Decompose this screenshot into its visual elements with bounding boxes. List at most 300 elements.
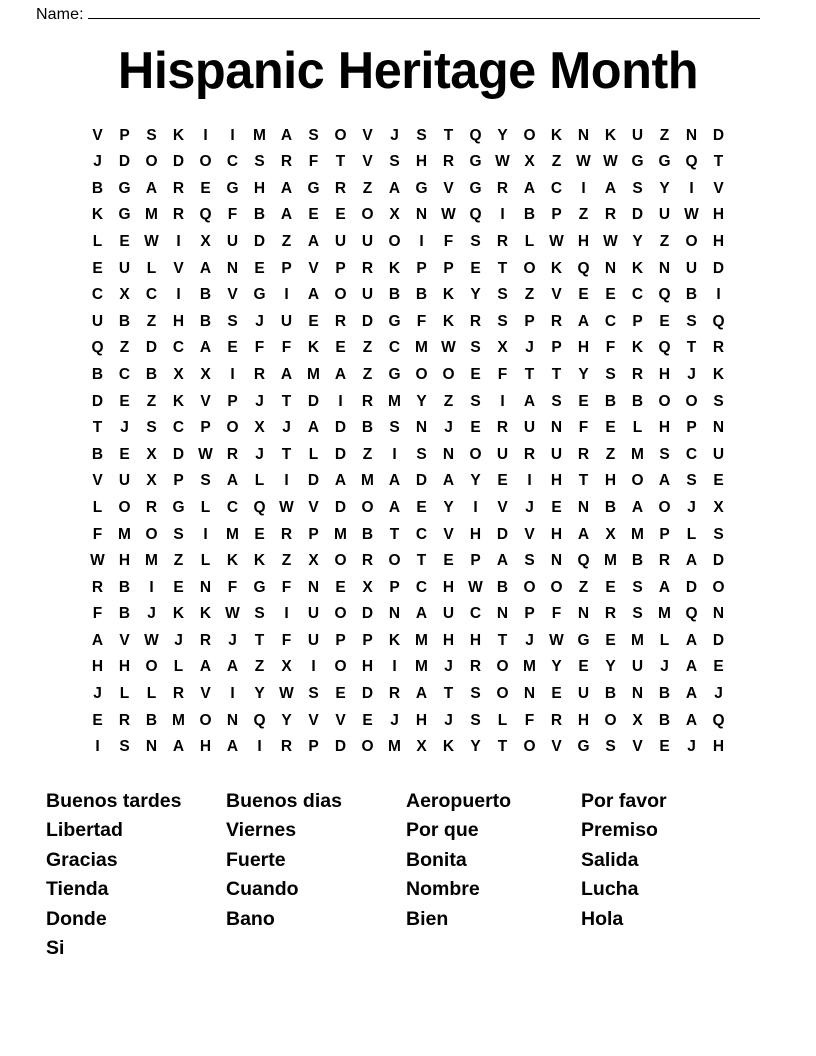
grid-cell[interactable]: Y [605, 658, 616, 676]
grid-cell[interactable]: S [713, 525, 724, 543]
grid-cell[interactable]: O [550, 578, 563, 596]
grid-cell[interactable]: B [361, 419, 374, 437]
grid-cell[interactable]: B [388, 286, 401, 304]
grid-cell[interactable]: P [416, 259, 427, 277]
grid-cell[interactable]: K [631, 259, 644, 277]
grid-cell[interactable]: E [335, 339, 346, 357]
grid-cell[interactable]: K [442, 286, 455, 304]
grid-cell[interactable]: P [335, 259, 346, 277]
grid-cell[interactable]: L [524, 232, 535, 250]
grid-cell[interactable]: Z [362, 365, 373, 383]
grid-cell[interactable]: A [199, 658, 212, 676]
grid-cell[interactable]: N [577, 498, 590, 516]
grid-cell[interactable]: Z [524, 286, 535, 304]
grid-cell[interactable]: A [334, 472, 347, 490]
grid-cell[interactable]: G [577, 631, 590, 649]
grid-cell[interactable]: T [578, 472, 589, 490]
grid-cell[interactable]: V [713, 179, 724, 197]
grid-cell[interactable]: W [279, 498, 294, 516]
grid-cell[interactable]: G [577, 738, 590, 756]
grid-cell[interactable]: T [443, 685, 454, 703]
grid-cell[interactable]: H [118, 658, 131, 676]
grid-cell[interactable]: P [281, 259, 292, 277]
grid-cell[interactable]: M [388, 738, 401, 756]
grid-cell[interactable]: U [523, 419, 536, 437]
grid-cell[interactable]: M [145, 206, 158, 224]
grid-cell[interactable]: D [334, 445, 347, 463]
grid-cell[interactable]: E [362, 711, 373, 729]
grid-cell[interactable]: Q [253, 498, 266, 516]
grid-cell[interactable]: K [442, 738, 455, 756]
word-list-item[interactable]: Bano [226, 907, 275, 930]
grid-cell[interactable]: T [416, 552, 427, 570]
grid-cell[interactable]: M [415, 339, 428, 357]
grid-cell[interactable]: I [716, 286, 721, 304]
grid-cell[interactable]: B [415, 286, 428, 304]
grid-cell[interactable]: N [577, 126, 590, 144]
grid-cell[interactable]: N [145, 738, 158, 756]
grid-cell[interactable]: W [549, 232, 564, 250]
grid-cell[interactable]: A [631, 498, 644, 516]
grid-cell[interactable]: S [470, 392, 481, 410]
grid-cell[interactable]: I [203, 126, 208, 144]
grid-cell[interactable]: L [200, 552, 211, 570]
grid-cell[interactable]: T [551, 365, 562, 383]
grid-cell[interactable]: Q [685, 153, 698, 171]
grid-cell[interactable]: A [307, 419, 320, 437]
grid-cell[interactable]: O [523, 259, 536, 277]
word-list-item[interactable]: Gracias [46, 848, 118, 871]
word-list-item[interactable]: Si [46, 937, 65, 960]
grid-cell[interactable]: J [444, 711, 453, 729]
grid-cell[interactable]: J [525, 498, 534, 516]
word-list-item[interactable]: Premiso [581, 819, 658, 842]
grid-cell[interactable]: A [658, 472, 671, 490]
grid-cell[interactable]: Y [659, 179, 670, 197]
grid-cell[interactable]: E [335, 206, 346, 224]
grid-cell[interactable]: R [496, 232, 509, 250]
grid-cell[interactable]: E [443, 552, 454, 570]
grid-cell[interactable]: X [524, 153, 535, 171]
grid-cell[interactable]: E [470, 259, 481, 277]
grid-cell[interactable]: C [172, 419, 185, 437]
grid-cell[interactable]: S [632, 605, 643, 623]
grid-cell[interactable]: N [631, 685, 644, 703]
grid-cell[interactable]: R [361, 392, 374, 410]
grid-cell[interactable]: W [90, 552, 105, 570]
grid-cell[interactable]: O [334, 605, 347, 623]
grid-cell[interactable]: H [577, 232, 590, 250]
grid-cell[interactable]: R [631, 365, 644, 383]
grid-cell[interactable]: Q [469, 206, 482, 224]
grid-cell[interactable]: K [550, 126, 563, 144]
grid-cell[interactable]: H [253, 179, 266, 197]
grid-cell[interactable]: Q [577, 552, 590, 570]
word-list-item[interactable]: Nombre [406, 878, 480, 901]
grid-cell[interactable]: G [226, 179, 239, 197]
grid-cell[interactable]: Y [578, 365, 589, 383]
grid-cell[interactable]: H [658, 419, 671, 437]
grid-cell[interactable]: S [551, 392, 562, 410]
grid-cell[interactable]: T [335, 153, 346, 171]
grid-cell[interactable]: H [469, 631, 482, 649]
grid-cell[interactable]: V [443, 525, 454, 543]
grid-cell[interactable]: D [253, 232, 266, 250]
grid-cell[interactable]: D [307, 472, 320, 490]
grid-cell[interactable]: P [308, 738, 319, 756]
grid-cell[interactable]: E [578, 658, 589, 676]
grid-cell[interactable]: E [659, 312, 670, 330]
grid-cell[interactable]: L [200, 498, 211, 516]
grid-cell[interactable]: K [172, 126, 185, 144]
grid-cell[interactable]: O [145, 525, 158, 543]
grid-cell[interactable]: P [524, 605, 535, 623]
grid-cell[interactable]: T [443, 126, 454, 144]
grid-cell[interactable]: J [714, 685, 723, 703]
grid-cell[interactable]: P [524, 312, 535, 330]
grid-cell[interactable]: F [578, 419, 589, 437]
grid-cell[interactable]: A [199, 259, 212, 277]
grid-cell[interactable]: M [415, 658, 428, 676]
grid-cell[interactable]: O [361, 498, 374, 516]
grid-cell[interactable]: X [713, 498, 724, 516]
grid-cell[interactable]: P [632, 312, 643, 330]
grid-cell[interactable]: J [525, 631, 534, 649]
grid-cell[interactable]: M [415, 631, 428, 649]
grid-cell[interactable]: L [92, 232, 103, 250]
grid-cell[interactable]: Z [578, 206, 589, 224]
grid-cell[interactable]: D [361, 605, 374, 623]
grid-cell[interactable]: B [253, 206, 266, 224]
grid-cell[interactable]: H [712, 206, 725, 224]
grid-cell[interactable]: K [172, 392, 185, 410]
grid-cell[interactable]: E [308, 312, 319, 330]
grid-cell[interactable]: R [334, 312, 347, 330]
grid-cell[interactable]: H [712, 738, 725, 756]
grid-cell[interactable]: S [416, 126, 427, 144]
grid-cell[interactable]: P [389, 578, 400, 596]
grid-cell[interactable]: A [307, 286, 320, 304]
grid-cell[interactable]: Y [443, 498, 454, 516]
grid-cell[interactable]: V [362, 153, 373, 171]
grid-cell[interactable]: A [145, 179, 158, 197]
grid-cell[interactable]: E [92, 259, 103, 277]
grid-cell[interactable]: L [92, 498, 103, 516]
grid-cell[interactable]: A [523, 179, 536, 197]
grid-cell[interactable]: X [200, 365, 211, 383]
grid-cell[interactable]: D [712, 631, 725, 649]
grid-cell[interactable]: N [712, 419, 725, 437]
grid-cell[interactable]: A [415, 605, 428, 623]
grid-cell[interactable]: K [91, 206, 104, 224]
grid-cell[interactable]: T [281, 392, 292, 410]
grid-cell[interactable]: M [631, 445, 644, 463]
grid-cell[interactable]: V [551, 738, 562, 756]
grid-cell[interactable]: N [199, 578, 212, 596]
grid-cell[interactable]: A [523, 392, 536, 410]
grid-cell[interactable]: C [550, 179, 563, 197]
grid-cell[interactable]: O [226, 419, 239, 437]
grid-cell[interactable]: Q [253, 711, 266, 729]
grid-cell[interactable]: M [523, 658, 536, 676]
grid-cell[interactable]: O [496, 685, 509, 703]
grid-cell[interactable]: N [226, 259, 239, 277]
word-list-item[interactable]: Hola [581, 907, 624, 930]
grid-cell[interactable]: G [469, 153, 482, 171]
grid-cell[interactable]: S [659, 445, 670, 463]
grid-cell[interactable]: E [470, 365, 481, 383]
grid-cell[interactable]: D [712, 259, 725, 277]
grid-cell[interactable]: U [91, 312, 104, 330]
grid-cell[interactable]: M [145, 552, 158, 570]
grid-cell[interactable]: X [605, 525, 616, 543]
grid-cell[interactable]: F [254, 339, 265, 357]
grid-cell[interactable]: U [118, 259, 131, 277]
grid-cell[interactable]: U [496, 445, 509, 463]
grid-cell[interactable]: O [334, 126, 347, 144]
grid-cell[interactable]: B [631, 552, 644, 570]
grid-cell[interactable]: R [469, 312, 482, 330]
grid-cell[interactable]: P [470, 552, 481, 570]
grid-cell[interactable]: E [605, 419, 616, 437]
grid-cell[interactable]: U [577, 685, 590, 703]
grid-cell[interactable]: C [604, 312, 617, 330]
grid-cell[interactable]: C [415, 525, 428, 543]
grid-cell[interactable]: I [284, 472, 289, 490]
grid-cell[interactable]: A [280, 179, 293, 197]
grid-cell[interactable]: J [282, 419, 291, 437]
grid-cell[interactable]: I [689, 179, 694, 197]
grid-cell[interactable]: D [712, 126, 725, 144]
grid-cell[interactable]: U [685, 259, 698, 277]
grid-cell[interactable]: E [551, 685, 562, 703]
grid-cell[interactable]: J [525, 339, 534, 357]
grid-cell[interactable]: R [199, 631, 212, 649]
grid-cell[interactable]: U [307, 605, 320, 623]
grid-cell[interactable]: X [200, 232, 211, 250]
grid-cell[interactable]: T [497, 631, 508, 649]
grid-cell[interactable]: G [388, 312, 401, 330]
grid-cell[interactable]: G [253, 578, 266, 596]
grid-cell[interactable]: W [684, 206, 699, 224]
grid-cell[interactable]: U [442, 605, 455, 623]
grid-cell[interactable]: J [390, 126, 399, 144]
grid-cell[interactable]: V [119, 631, 130, 649]
grid-cell[interactable]: R [145, 498, 158, 516]
grid-cell[interactable]: Z [254, 658, 265, 676]
grid-cell[interactable]: A [388, 498, 401, 516]
grid-cell[interactable]: A [496, 552, 509, 570]
grid-cell[interactable]: I [230, 126, 235, 144]
grid-cell[interactable]: S [389, 419, 400, 437]
grid-cell[interactable]: V [632, 738, 643, 756]
grid-cell[interactable]: N [658, 259, 671, 277]
grid-cell[interactable]: H [199, 738, 212, 756]
grid-cell[interactable]: Z [362, 339, 373, 357]
grid-cell[interactable]: S [632, 179, 643, 197]
grid-cell[interactable]: Q [712, 711, 725, 729]
grid-cell[interactable]: H [442, 631, 455, 649]
grid-cell[interactable]: U [631, 658, 644, 676]
grid-cell[interactable]: S [173, 525, 184, 543]
grid-cell[interactable]: S [524, 552, 535, 570]
grid-cell[interactable]: R [604, 206, 617, 224]
grid-cell[interactable]: Q [712, 312, 725, 330]
grid-cell[interactable]: R [172, 206, 185, 224]
grid-cell[interactable]: A [685, 552, 698, 570]
grid-cell[interactable]: K [442, 312, 455, 330]
grid-cell[interactable]: I [203, 525, 208, 543]
grid-cell[interactable]: P [551, 206, 562, 224]
grid-cell[interactable]: M [658, 605, 671, 623]
grid-cell[interactable]: C [388, 339, 401, 357]
grid-cell[interactable]: P [173, 472, 184, 490]
grid-cell[interactable]: J [687, 498, 696, 516]
grid-cell[interactable]: W [441, 339, 456, 357]
grid-cell[interactable]: V [443, 179, 454, 197]
grid-cell[interactable]: D [91, 392, 104, 410]
grid-cell[interactable]: S [632, 578, 643, 596]
grid-cell[interactable]: I [527, 472, 532, 490]
grid-cell[interactable]: P [551, 339, 562, 357]
grid-cell[interactable]: K [631, 339, 644, 357]
grid-cell[interactable]: B [91, 445, 104, 463]
grid-cell[interactable]: I [311, 658, 316, 676]
grid-cell[interactable]: J [255, 312, 264, 330]
grid-cell[interactable]: A [280, 365, 293, 383]
grid-cell[interactable]: A [685, 685, 698, 703]
grid-cell[interactable]: D [334, 419, 347, 437]
grid-cell[interactable]: I [284, 286, 289, 304]
grid-cell[interactable]: Z [578, 578, 589, 596]
word-list-item[interactable]: Fuerte [226, 848, 286, 871]
grid-cell[interactable]: T [713, 153, 724, 171]
grid-cell[interactable]: U [280, 312, 293, 330]
grid-cell[interactable]: O [361, 206, 374, 224]
word-list-item[interactable]: Lucha [581, 878, 639, 901]
grid-cell[interactable]: Z [119, 339, 130, 357]
grid-cell[interactable]: D [172, 445, 185, 463]
grid-cell[interactable]: O [118, 498, 131, 516]
grid-cell[interactable]: C [145, 286, 158, 304]
grid-cell[interactable]: F [551, 605, 562, 623]
grid-cell[interactable]: V [200, 685, 211, 703]
grid-cell[interactable]: S [470, 232, 481, 250]
grid-cell[interactable]: B [118, 312, 131, 330]
grid-cell[interactable]: X [362, 578, 373, 596]
grid-cell[interactable]: H [712, 232, 725, 250]
grid-cell[interactable]: A [199, 339, 212, 357]
grid-cell[interactable]: B [118, 605, 131, 623]
grid-cell[interactable]: R [226, 445, 239, 463]
grid-cell[interactable]: R [550, 711, 563, 729]
grid-cell[interactable]: G [388, 365, 401, 383]
grid-cell[interactable]: B [199, 312, 212, 330]
grid-cell[interactable]: Z [551, 153, 562, 171]
grid-cell[interactable]: D [118, 153, 131, 171]
grid-cell[interactable]: R [280, 153, 293, 171]
grid-cell[interactable]: Z [146, 312, 157, 330]
grid-cell[interactable]: R [388, 685, 401, 703]
grid-cell[interactable]: J [255, 392, 264, 410]
grid-cell[interactable]: D [685, 578, 698, 596]
grid-cell[interactable]: N [442, 445, 455, 463]
grid-cell[interactable]: H [577, 339, 590, 357]
grid-cell[interactable]: D [631, 206, 644, 224]
grid-cell[interactable]: I [500, 392, 505, 410]
grid-cell[interactable]: O [523, 578, 536, 596]
grid-cell[interactable]: W [144, 232, 159, 250]
grid-cell[interactable]: C [415, 578, 428, 596]
grid-cell[interactable]: K [604, 126, 617, 144]
grid-cell[interactable]: U [631, 126, 644, 144]
grid-cell[interactable]: I [392, 445, 397, 463]
grid-cell[interactable]: M [307, 365, 320, 383]
grid-cell[interactable]: E [335, 685, 346, 703]
grid-cell[interactable]: B [658, 711, 671, 729]
grid-cell[interactable]: R [280, 738, 293, 756]
grid-cell[interactable]: A [685, 631, 698, 649]
grid-cell[interactable]: X [119, 286, 130, 304]
grid-cell[interactable]: G [658, 153, 671, 171]
grid-cell[interactable]: O [334, 658, 347, 676]
grid-cell[interactable]: U [361, 286, 374, 304]
grid-cell[interactable]: W [198, 445, 213, 463]
grid-cell[interactable]: I [95, 738, 100, 756]
grid-cell[interactable]: R [280, 525, 293, 543]
grid-cell[interactable]: R [442, 153, 455, 171]
grid-cell[interactable]: I [473, 498, 478, 516]
grid-cell[interactable]: Y [281, 711, 292, 729]
grid-cell[interactable]: G [118, 206, 131, 224]
grid-cell[interactable]: F [281, 578, 292, 596]
grid-cell[interactable]: R [91, 578, 104, 596]
grid-cell[interactable]: S [254, 153, 265, 171]
word-list-item[interactable]: Libertad [46, 819, 123, 842]
grid-cell[interactable]: I [338, 392, 343, 410]
grid-cell[interactable]: V [227, 286, 238, 304]
grid-cell[interactable]: D [145, 339, 158, 357]
grid-cell[interactable]: V [92, 126, 103, 144]
grid-cell[interactable]: U [226, 232, 239, 250]
grid-cell[interactable]: H [577, 711, 590, 729]
grid-cell[interactable]: P [119, 126, 130, 144]
grid-cell[interactable]: N [415, 206, 428, 224]
grid-cell[interactable]: P [659, 525, 670, 543]
grid-cell[interactable]: D [361, 685, 374, 703]
grid-cell[interactable]: B [496, 578, 509, 596]
grid-cell[interactable]: E [470, 419, 481, 437]
grid-cell[interactable]: V [308, 711, 319, 729]
grid-cell[interactable]: K [388, 631, 401, 649]
grid-cell[interactable]: U [658, 206, 671, 224]
grid-cell[interactable]: I [176, 232, 181, 250]
grid-cell[interactable]: I [257, 738, 262, 756]
grid-cell[interactable]: Q [658, 339, 671, 357]
grid-cell[interactable]: I [392, 658, 397, 676]
grid-cell[interactable]: O [442, 365, 455, 383]
grid-cell[interactable]: J [390, 711, 399, 729]
word-list-item[interactable]: Cuando [226, 878, 299, 901]
grid-cell[interactable]: P [362, 631, 373, 649]
grid-cell[interactable]: T [497, 738, 508, 756]
grid-cell[interactable]: Y [470, 286, 481, 304]
grid-cell[interactable]: J [120, 419, 129, 437]
grid-cell[interactable]: E [308, 206, 319, 224]
grid-cell[interactable]: N [496, 605, 509, 623]
grid-cell[interactable]: A [280, 126, 293, 144]
grid-cell[interactable]: W [279, 685, 294, 703]
